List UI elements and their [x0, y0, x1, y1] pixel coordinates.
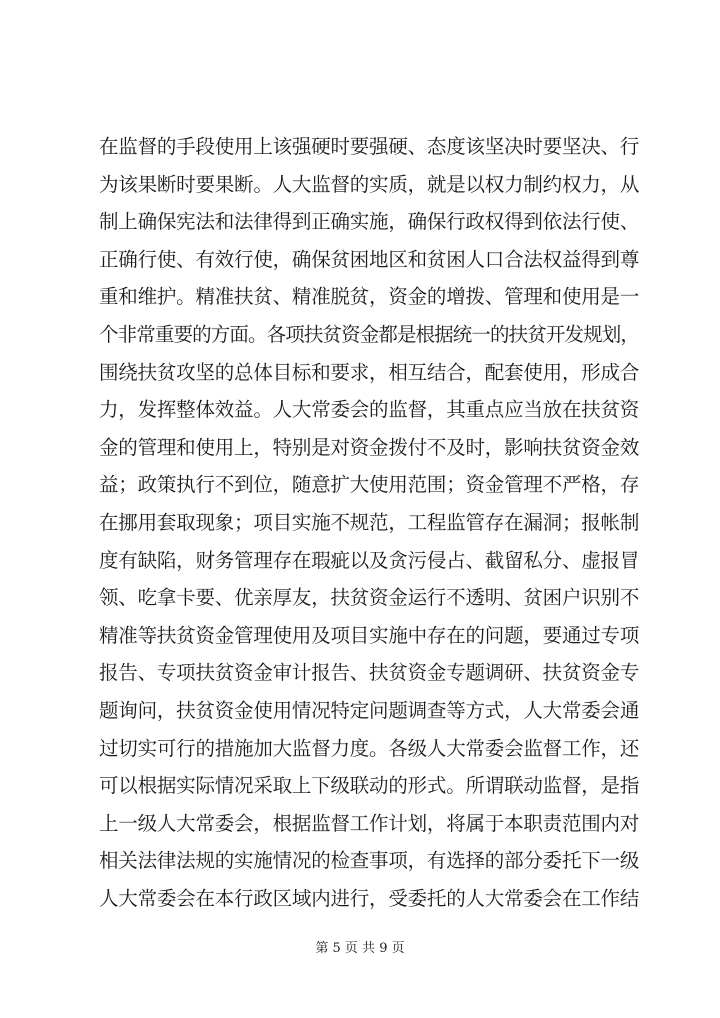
text-line: 个非常重要的方面。各项扶贫资金都是根据统一的扶贫开发规划， [99, 322, 639, 346]
text-line: 报告、专项扶贫资金审计报告、扶贫资金专题调研、扶贫资金专 [99, 661, 640, 685]
text-line: 重和维护。精准扶贫、精准脱贫，资金的增拨、管理和使用是一 [99, 285, 640, 309]
text-line: 制上确保宪法和法律得到正确实施，确保行政权得到依法行使、 [99, 210, 640, 234]
text-line: 领、吃拿卡要、优亲厚友，扶贫资金运行不透明、贫困户识别不 [99, 586, 640, 610]
text-line: 在监督的手段使用上该强硬时要强硬、态度该坚决时要坚决、行 [99, 135, 640, 158]
text-line: 相关法律法规的实施情况的检查事项，有选择的部分委托下一级 [99, 849, 640, 873]
text-line: 过切实可行的措施加大监督力度。各级人大常委会监督工作，还 [99, 736, 640, 760]
text-line: 在挪用套取现象；项目实施不规范，工程监管存在漏洞；报帐制 [99, 510, 640, 534]
text-line: 围绕扶贫攻坚的总体目标和要求，相互结合，配套使用，形成合 [99, 360, 640, 384]
page-footer: 第 5 页 共 9 页 [315, 941, 405, 956]
body-text [99, 128, 639, 917]
text-line: 人大常委会在本行政区域内进行，受委托的人大常委会在工作结 [99, 886, 640, 910]
text-line: 正确行使、有效行使，确保贫困地区和贫困人口合法权益得到尊 [99, 247, 640, 271]
text-line: 度有缺陷，财务管理存在瑕疵以及贪污侵占、截留私分、虚报冒 [99, 548, 640, 572]
text-line: 为该果断时要果断。人大监督的实质，就是以权力制约权力，从 [99, 172, 640, 196]
text-line: 力，发挥整体效益。人大常委会的监督，其重点应当放在扶贫资 [99, 398, 640, 422]
text-line: 金的管理和使用上，特别是对资金拨付不及时，影响扶贫资金效 [99, 435, 640, 459]
text-line: 精准等扶贫资金管理使用及项目实施中存在的问题，要通过专项 [99, 623, 640, 647]
text-line: 益；政策执行不到位，随意扩大使用范围；资金管理不严格，存 [99, 473, 640, 497]
text-line: 题询问，扶贫资金使用情况特定问题调查等方式，人大常委会通 [99, 698, 640, 722]
text-line: 可以根据实际情况采取上下级联动的形式。所谓联动监督，是指 [99, 774, 640, 798]
text-line: 上一级人大常委会，根据监督工作计划，将属于本职责范围内对 [99, 811, 640, 835]
